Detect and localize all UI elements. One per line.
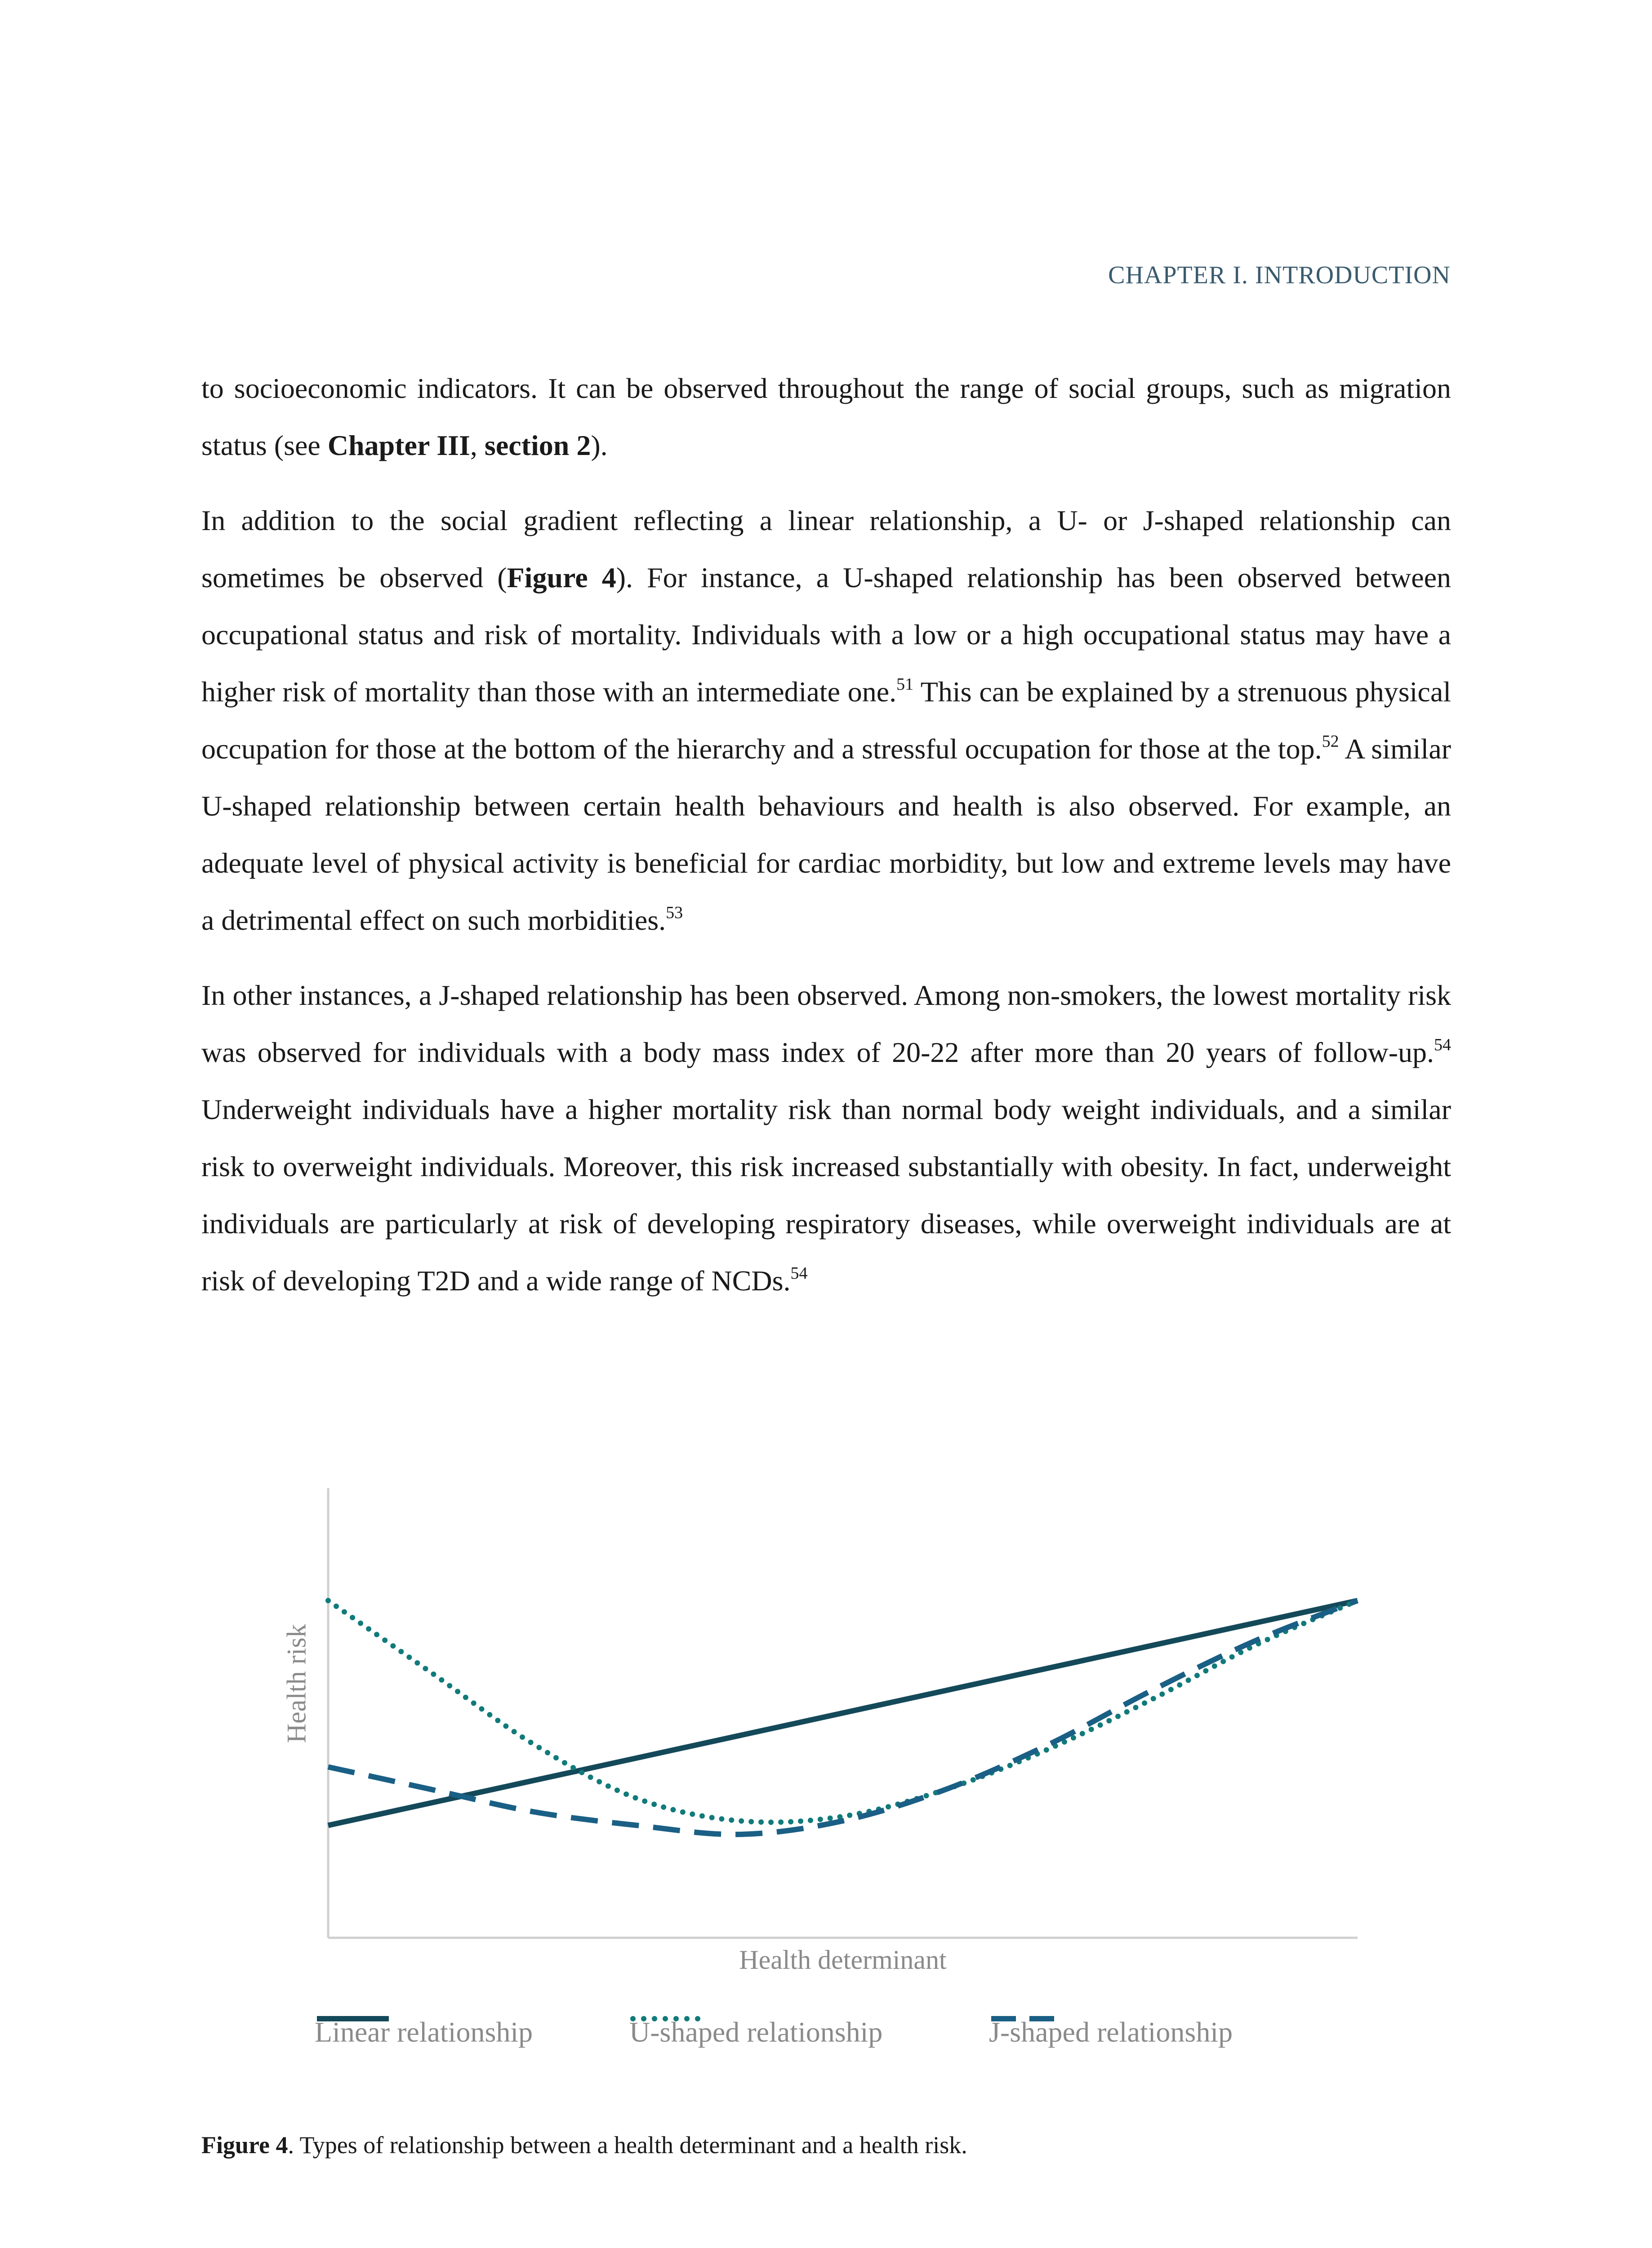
p2-text: ). For instance, a U-shaped relationship has been observed between occupational status and risk of mortality. Individuals with a low or a high occupational status may have a higher risk of mortality than those with an intermediate one. (201, 562, 1452, 708)
legend-swatch-dashed (989, 2010, 1065, 2028)
p3-text: In other instances, a J-shaped relationship has been observed. Among non-smokers, the lowest mortality risk was observed for individuals with a body mass index of 20-22 after more than 20 years of follow-up. (201, 979, 1451, 1068)
paragraph-1 (201, 360, 1451, 474)
p3-text: Underweight individuals have a higher mortality risk than normal body weight individuals, and a similar risk to overweight individuals. Moreover, this risk increased substantially with obesity. In fact, underweight individuals are particularly at risk of developing respiratory diseases, while overweight individuals are at risk of developing T2D and a wide range of NCDs. (201, 1093, 1451, 1297)
legend-label: Linear relationship (315, 2016, 533, 2048)
legend-swatch-solid (315, 2010, 391, 2028)
series-line-linear-relationship (328, 1601, 1358, 1825)
chapter-reference: Chapter III (327, 429, 470, 461)
legend-label: U-shaped relationship (629, 2016, 883, 2048)
x-axis-label: Health determinant (739, 1945, 947, 1975)
citation-superscript: 54 (1434, 1035, 1451, 1054)
legend-item-u-shaped (629, 2010, 882, 2055)
p2-text: This can be explained by a strenuous physical occupation for those at the bottom of the hierarchy and a stressful occupation for those at the top. (201, 676, 1452, 765)
citation-superscript: 53 (666, 903, 683, 922)
citation-superscript: 51 (896, 675, 914, 694)
series-layer (328, 1601, 1358, 1834)
body-text (201, 360, 1451, 1327)
section-reference: section 2 (484, 429, 591, 461)
p1-text: ). (591, 429, 608, 461)
legend-label: J-shaped relationship (989, 2016, 1233, 2048)
citation-superscript: 52 (1322, 732, 1339, 751)
legend-swatch-dotted (629, 2010, 706, 2028)
legend-item-linear (315, 2010, 533, 2055)
running-header: CHAPTER I. INTRODUCTION (1108, 261, 1451, 289)
p2-text: In addition to the social gradient reflecting a linear relationship, a U- or J-shaped relationship can sometimes be observed ( (201, 504, 1451, 593)
relationship-chart (270, 1475, 1385, 2005)
paragraph-2 (201, 492, 1451, 949)
citation-superscript: 54 (790, 1264, 808, 1283)
y-axis-label: Health risk (281, 1624, 312, 1743)
p1-text: to socioeconomic indicators. It can be observed throughout the range of social groups, such as migration status (see (201, 372, 1451, 461)
p2-text: A similar U-shaped relationship between certain health behaviours and health is also observed. For example, an adequate level of physical activity is beneficial for cardiac morbidity, but low and extreme levels may have a detrimental effect on such morbidities. (201, 733, 1452, 936)
legend (315, 2010, 1349, 2055)
paragraph-3 (201, 967, 1451, 1309)
caption-label: Figure 4 (201, 2132, 288, 2159)
legend-item-j-shaped (989, 2010, 1233, 2055)
figure-caption (201, 2131, 1451, 2159)
figure-4 (270, 1475, 1385, 2131)
figure-reference: Figure 4 (507, 562, 616, 593)
p1-text: , (470, 429, 485, 461)
caption-text: . Types of relationship between a health determinant and a health risk. (288, 2132, 967, 2159)
